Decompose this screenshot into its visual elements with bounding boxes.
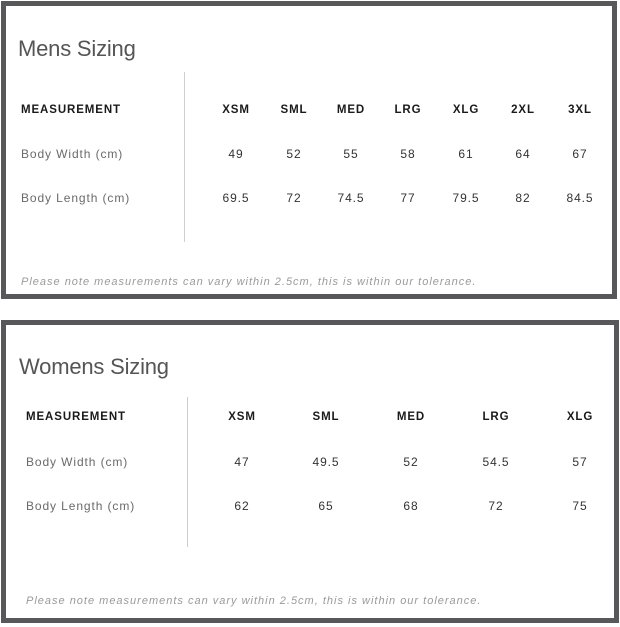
womens-size-header: LRG xyxy=(482,411,510,423)
womens-body-length-value: 62 xyxy=(234,499,250,513)
mens-size-header: LRG xyxy=(394,104,422,116)
mens-measurement-header: MEASUREMENT xyxy=(21,104,121,116)
womens-measurement-header: MEASUREMENT xyxy=(26,411,126,423)
womens-body-length-value: 75 xyxy=(572,499,588,513)
mens-body-width-label: Body Width (cm) xyxy=(21,147,124,161)
womens-size-header: SML xyxy=(312,411,340,423)
womens-size-header: MED xyxy=(396,411,426,423)
womens-body-width-value: 47 xyxy=(234,455,250,469)
womens-size-header: XLG xyxy=(566,411,594,423)
womens-body-width-value: 57 xyxy=(572,455,588,469)
mens-sizing-title: Mens Sizing xyxy=(18,36,136,61)
womens-body-length-value: 65 xyxy=(318,499,334,513)
mens-body-length-value: 79.5 xyxy=(452,191,480,205)
mens-body-width-value: 64 xyxy=(515,147,531,161)
mens-body-width-value: 49 xyxy=(228,147,244,161)
mens-body-width-value: 52 xyxy=(286,147,302,161)
womens-size-header: XSM xyxy=(228,411,256,423)
womens-body-length-label: Body Length (cm) xyxy=(26,499,136,513)
mens-body-length-value: 72 xyxy=(286,191,302,205)
mens-body-length-value: 74.5 xyxy=(337,191,365,205)
mens-body-length-value: 82 xyxy=(515,191,531,205)
mens-size-header: 3XL xyxy=(568,104,592,116)
womens-tolerance-note: Please note measurements can vary within 2.5cm, this is within our tolerance. xyxy=(26,595,482,607)
mens-sizing-panel xyxy=(1,1,617,299)
womens-body-width-value: 52 xyxy=(403,455,419,469)
mens-size-header: XSM xyxy=(222,104,250,116)
mens-tolerance-note: Please note measurements can vary within 2.5cm, this is within our tolerance. xyxy=(21,276,477,288)
mens-table-divider xyxy=(184,72,185,242)
womens-body-width-value: 49.5 xyxy=(312,455,340,469)
womens-body-width-label: Body Width (cm) xyxy=(26,455,129,469)
womens-sizing-title: Womens Sizing xyxy=(19,354,169,379)
mens-body-width-value: 61 xyxy=(458,147,474,161)
womens-sizing-panel xyxy=(1,320,619,623)
mens-size-header: 2XL xyxy=(511,104,535,116)
mens-size-header: MED xyxy=(336,104,366,116)
mens-size-header: SML xyxy=(280,104,308,116)
mens-body-length-label: Body Length (cm) xyxy=(21,191,131,205)
womens-table-divider xyxy=(187,397,188,547)
mens-body-length-value: 77 xyxy=(400,191,416,205)
womens-body-length-value: 68 xyxy=(403,499,419,513)
womens-body-length-value: 72 xyxy=(488,499,504,513)
mens-body-width-value: 67 xyxy=(572,147,588,161)
mens-body-length-value: 69.5 xyxy=(222,191,250,205)
mens-size-header: XLG xyxy=(452,104,480,116)
mens-body-length-value: 84.5 xyxy=(566,191,594,205)
womens-body-width-value: 54.5 xyxy=(482,455,510,469)
mens-body-width-value: 55 xyxy=(343,147,359,161)
mens-body-width-value: 58 xyxy=(400,147,416,161)
